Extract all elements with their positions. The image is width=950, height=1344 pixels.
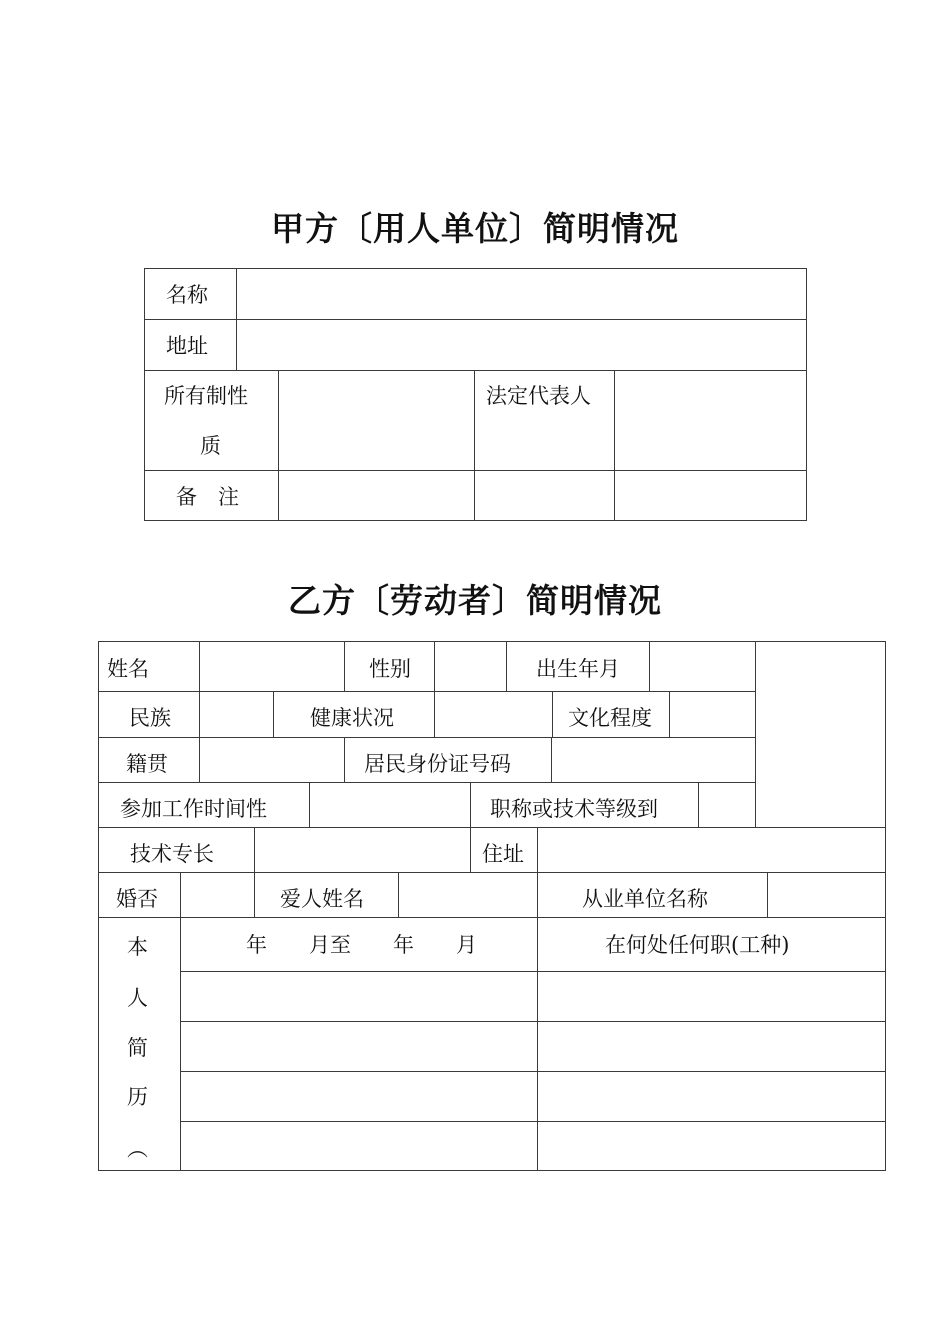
party-a-title: 甲方〔用人单位〕简明情况 bbox=[271, 209, 679, 248]
residence-label: 住址 bbox=[482, 842, 524, 866]
work-start-label: 参加工作时间性 bbox=[120, 797, 267, 821]
id-number-field[interactable] bbox=[552, 738, 755, 782]
resume-period-header: 年 月至 年 月 bbox=[246, 933, 477, 957]
resume-label-char-4: 历 bbox=[127, 1085, 148, 1109]
marital-label: 婚否 bbox=[116, 887, 158, 911]
health-label: 健康状况 bbox=[310, 706, 394, 730]
resume-position-header: 在何处任何职(工种) bbox=[605, 933, 790, 957]
title-grade-field[interactable] bbox=[699, 783, 755, 827]
spouse-field[interactable] bbox=[399, 873, 537, 917]
skill-label: 技术专长 bbox=[130, 842, 214, 866]
birth-field[interactable] bbox=[650, 642, 755, 691]
native-place-label: 籍贯 bbox=[126, 752, 168, 776]
legal-rep-label: 法定代表人 bbox=[486, 384, 591, 408]
company-name-field[interactable] bbox=[237, 269, 806, 319]
spouse-label: 爱人姓名 bbox=[280, 887, 364, 911]
resume-label-char-3: 简 bbox=[127, 1036, 148, 1060]
remarks-label: 备 注 bbox=[176, 485, 239, 509]
education-label: 文化程度 bbox=[568, 706, 652, 730]
resume-position-field-3[interactable] bbox=[538, 1072, 885, 1121]
residence-field[interactable] bbox=[538, 828, 885, 872]
resume-label-char-2: 人 bbox=[127, 986, 148, 1010]
resume-position-field-4[interactable] bbox=[538, 1122, 885, 1170]
marital-field[interactable] bbox=[181, 873, 254, 917]
address-label: 地址 bbox=[166, 334, 208, 358]
legal-rep-field[interactable] bbox=[615, 371, 806, 470]
health-field[interactable] bbox=[435, 692, 552, 737]
photo-area bbox=[756, 642, 885, 827]
birth-label: 出生年月 bbox=[536, 657, 620, 681]
resume-period-field-4[interactable] bbox=[181, 1122, 537, 1170]
name-label: 名称 bbox=[166, 283, 208, 307]
resume-label-char-5: ︵ bbox=[127, 1137, 148, 1161]
gender-field[interactable] bbox=[435, 642, 506, 691]
ethnicity-field[interactable] bbox=[200, 692, 273, 737]
remarks-field[interactable] bbox=[279, 471, 806, 520]
name-label: 姓名 bbox=[107, 657, 149, 681]
resume-position-field-1[interactable] bbox=[538, 972, 885, 1021]
ownership-field[interactable] bbox=[279, 371, 474, 470]
ownership-label-cont: 质 bbox=[200, 434, 221, 458]
worker-name-field[interactable] bbox=[200, 642, 344, 691]
party-b-title: 乙方〔劳动者〕简明情况 bbox=[288, 581, 662, 620]
ownership-label: 所有制性 bbox=[164, 384, 248, 408]
resume-label-char-1: 本 bbox=[127, 935, 148, 959]
employer-label: 从业单位名称 bbox=[582, 887, 708, 911]
education-field[interactable] bbox=[670, 692, 755, 737]
ethnicity-label: 民族 bbox=[129, 706, 171, 730]
company-address-field[interactable] bbox=[237, 320, 806, 370]
gender-label: 性别 bbox=[369, 657, 411, 681]
employer-field[interactable] bbox=[768, 873, 885, 917]
resume-period-field-2[interactable] bbox=[181, 1022, 537, 1071]
resume-position-field-2[interactable] bbox=[538, 1022, 885, 1071]
title-grade-label: 职称或技术等级到 bbox=[490, 797, 658, 821]
native-place-field[interactable] bbox=[200, 738, 344, 782]
resume-period-field-1[interactable] bbox=[181, 972, 537, 1021]
id-number-label: 居民身份证号码 bbox=[364, 752, 511, 776]
resume-period-field-3[interactable] bbox=[181, 1072, 537, 1121]
skill-field[interactable] bbox=[255, 828, 470, 872]
work-start-field[interactable] bbox=[310, 783, 470, 827]
